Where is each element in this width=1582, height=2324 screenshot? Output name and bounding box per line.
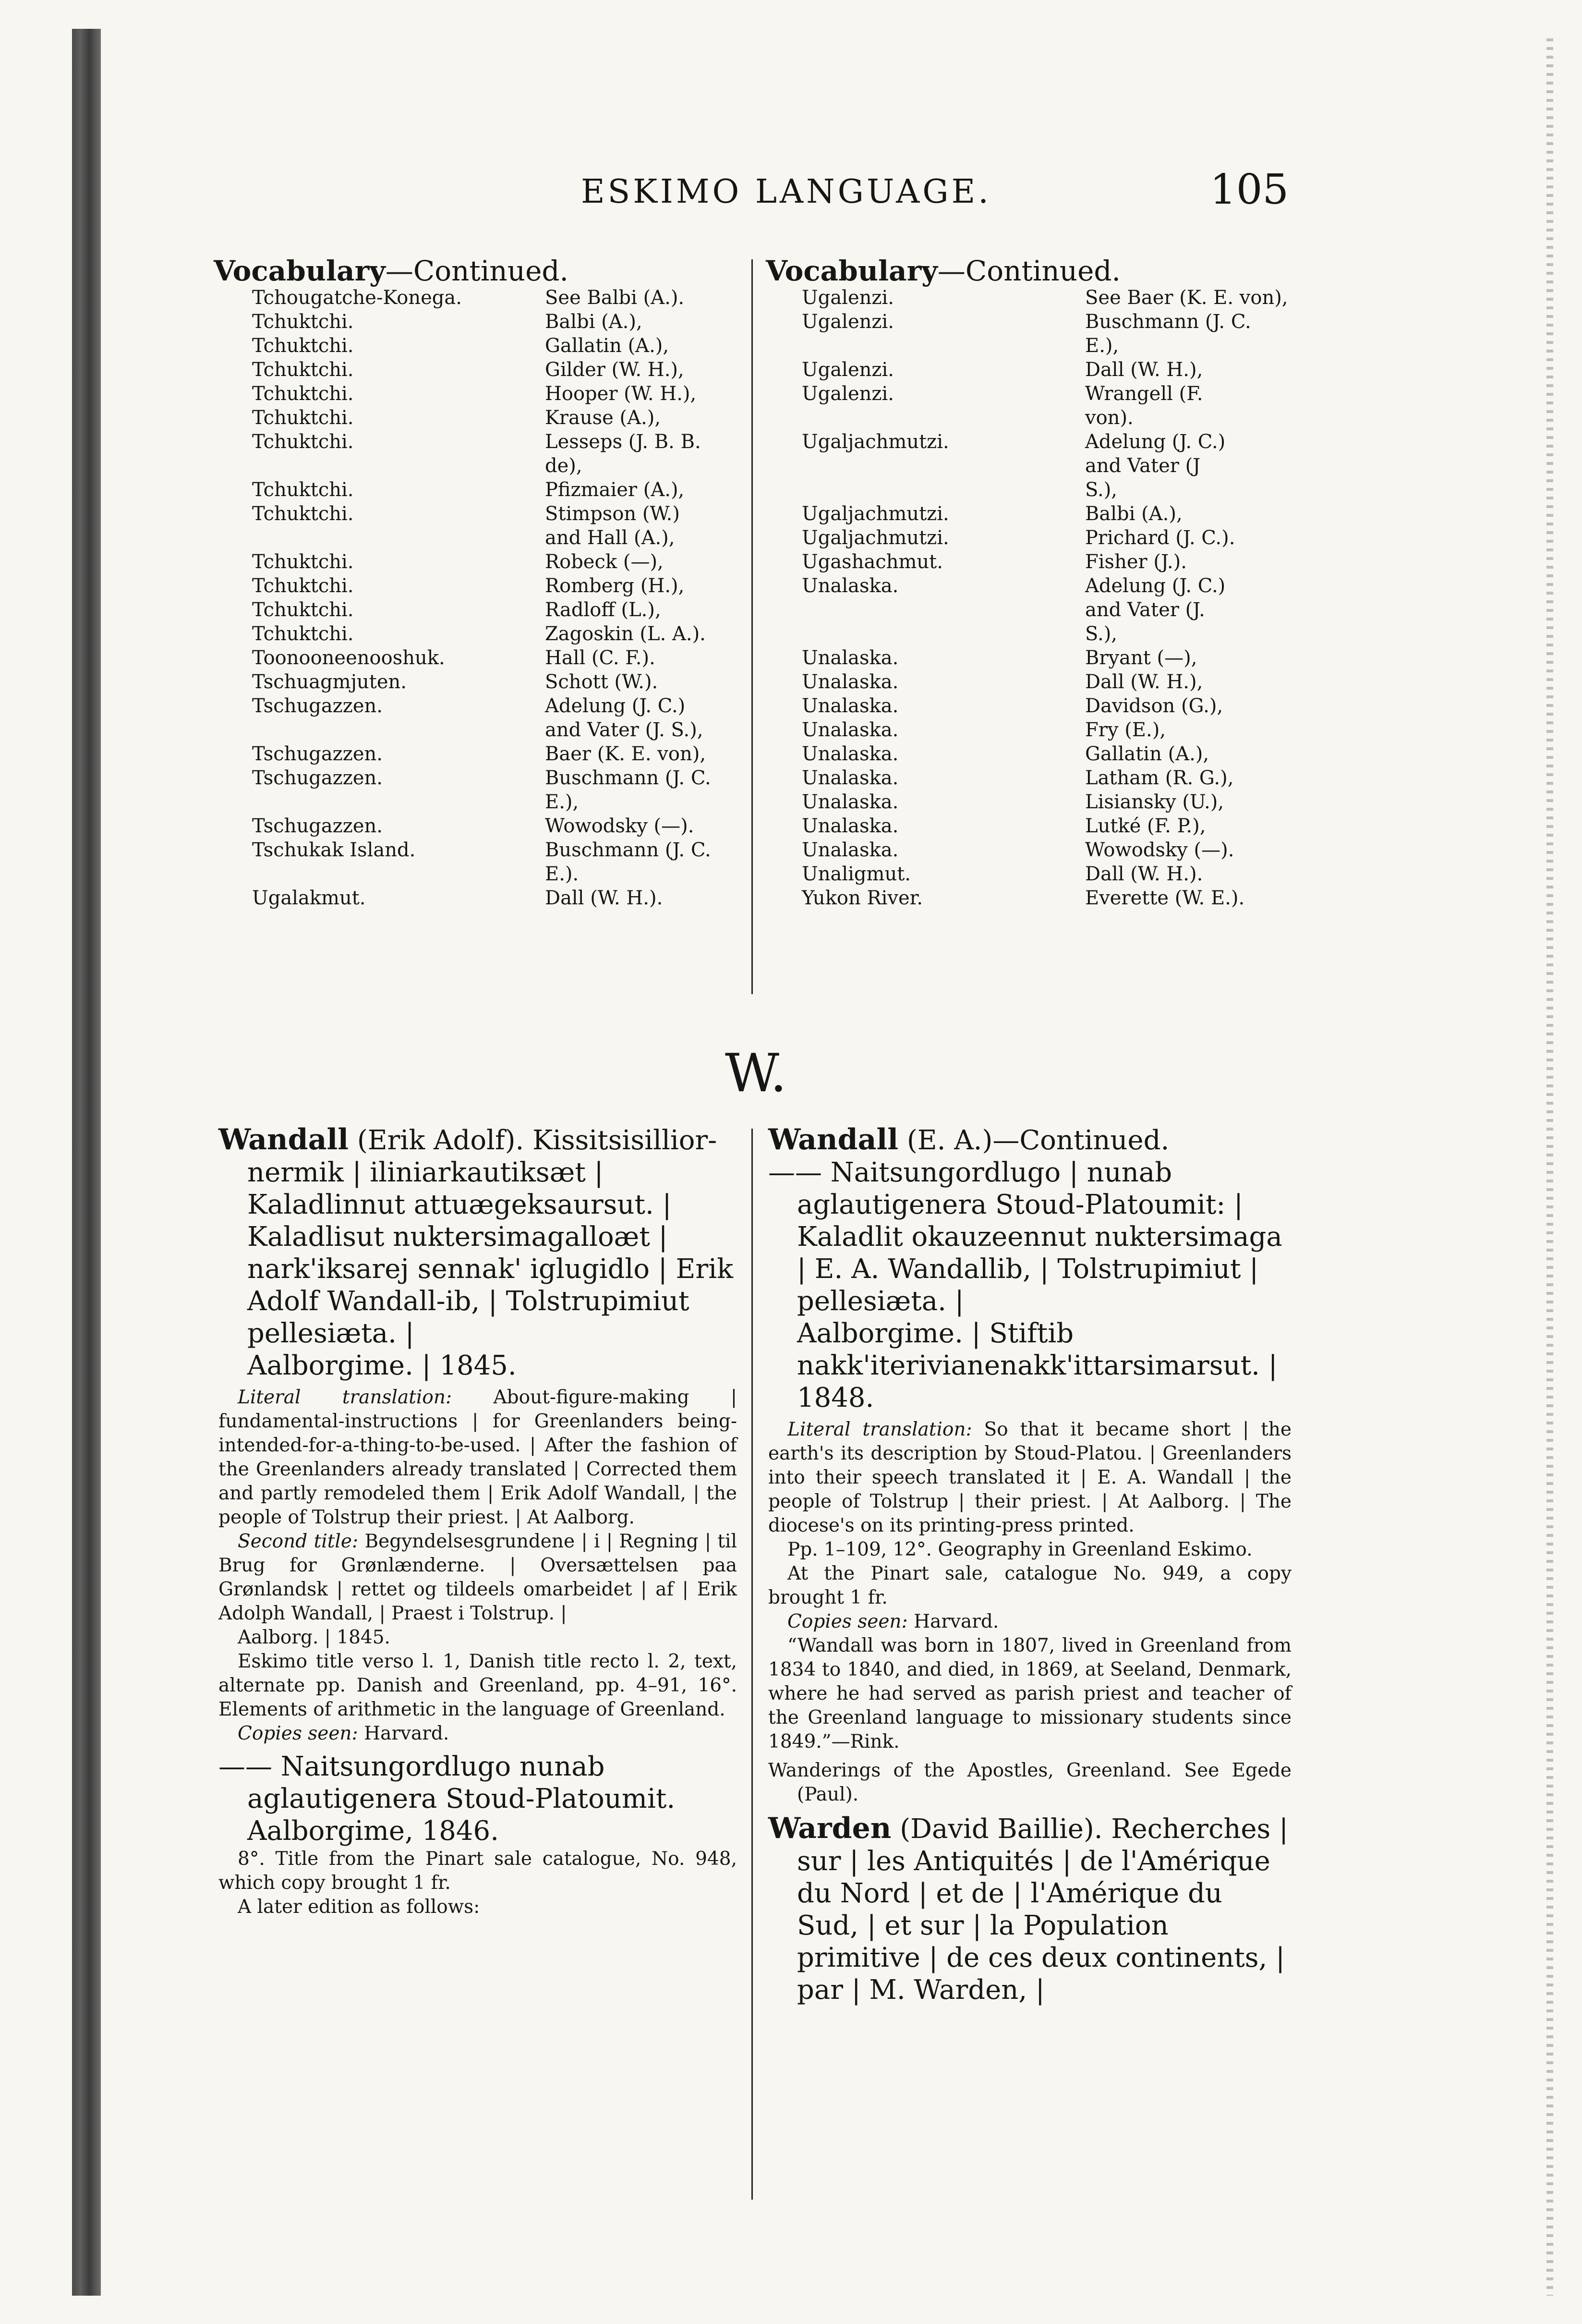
vocab-row: [252, 814, 732, 838]
vocab-source: Wowodsky (—).: [545, 815, 694, 837]
page-number: 105: [1210, 166, 1289, 214]
vocab-row: [252, 838, 732, 886]
vocab-source: Buschmann (J. C. E.),: [1085, 311, 1251, 357]
warden-entry: Warden (David Baillie). Recherches | sur | les Antiquités | de l'Amérique du Nord | et de | l'Amérique du Sud, | et sur | la Population primitive | de ces deux continents, | par | M. Warden, |: [768, 1812, 1288, 2006]
vocab-row: [802, 670, 1306, 694]
vocab-language: Tschukak Island.: [252, 839, 416, 861]
vocab-row: [252, 334, 732, 358]
vocab-row: [802, 694, 1306, 718]
vocab-row: [802, 646, 1306, 670]
vocab-source: Davidson (G.),: [1085, 695, 1223, 717]
page-right-edge: [1546, 38, 1553, 2296]
vocab-language: Tchuktchi.: [252, 599, 354, 621]
vocab-source: Schott (W.).: [545, 671, 658, 693]
left-entries: [218, 1124, 737, 1919]
vocab-row: [802, 574, 1306, 646]
vocab-row: [802, 790, 1306, 814]
pinart-sale-note: At the Pinart sale, catalogue No. 949, a copy brought 1 fr.: [768, 1563, 1292, 1608]
vocab-source: Gilder (W. H.),: [545, 359, 684, 381]
second-title-imprint: Aalborg. | 1845.: [238, 1627, 390, 1648]
vocab-row: [252, 766, 732, 814]
vocab-source: See Balbi (A.).: [545, 287, 685, 309]
later-edition-note: A later edition as follows:: [238, 1896, 480, 1918]
copies-seen-1848: Copies seen: Harvard.: [787, 1611, 999, 1632]
running-title: ESKIMO LANGUAGE.: [581, 173, 991, 211]
vocab-source: Lisiansky (U.),: [1085, 791, 1224, 813]
vocab-language: Ugalenzi.: [802, 383, 894, 405]
vocab-language: Unalaska.: [802, 767, 899, 789]
vocab-right-heading: Vocabulary—Continued.: [766, 255, 1121, 287]
naitsungordlugo-1846-entry: —— Naitsungordlugo nunab aglautigenera Stoud-Platoumit.: [218, 1751, 676, 1814]
vocab-row: [252, 670, 732, 694]
vocab-row: [252, 358, 732, 382]
vocab-language: Tschuagmjuten.: [252, 671, 407, 693]
vocab-language: Tchougatche-Konega.: [252, 287, 462, 309]
vocab-row: [252, 502, 732, 550]
vocab-row: [802, 742, 1306, 766]
vocab-row: [252, 574, 732, 598]
vocab-language: Unalaska.: [802, 743, 899, 765]
vocab-source: Dall (W. H.).: [545, 887, 663, 909]
vocab-language: Tchuktchi.: [252, 503, 354, 525]
naitsungordlugo-1848-imprint: Aalborgime. | Stiftib nakk'iterivianenakk'ittarsimarsut. | 1848.: [797, 1318, 1278, 1413]
vocab-row: [802, 382, 1306, 430]
vocab-language: Unalaska.: [802, 815, 899, 837]
vocab-language: Unalaska.: [802, 671, 899, 693]
section-letter: W.: [725, 1042, 787, 1104]
vocab-language: Tschugazzen.: [252, 815, 383, 837]
vocab-source: Krause (A.),: [545, 407, 661, 429]
right-entries: [768, 1124, 1292, 2006]
vocab-source: Buschmann (J. C. E.),: [545, 767, 711, 813]
vocab-language: Unalaska.: [802, 575, 899, 597]
vocab-source: Dall (W. H.),: [1085, 359, 1203, 381]
wandall-continued-heading: Wandall (E. A.)—Continued.: [768, 1123, 1170, 1156]
vocab-source: Hall (C. F.).: [545, 647, 655, 669]
vocab-source: Everette (W. E.).: [1085, 887, 1245, 909]
vocab-source: Bryant (—),: [1085, 647, 1197, 669]
vocab-row: [252, 310, 732, 334]
vocab-language: Tschugazzen.: [252, 743, 383, 765]
vocab-source: Radloff (L.),: [545, 599, 661, 621]
vocab-language: Ugaljachmutzi.: [802, 503, 949, 525]
naitsungordlugo-1846-imprint: Aalborgime, 1846.: [247, 1815, 499, 1847]
vocab-source: Fry (E.),: [1085, 719, 1166, 741]
vocab-row: [802, 862, 1306, 886]
vocab-source: Balbi (A.),: [545, 311, 642, 333]
vocab-language: Unaligmut.: [802, 863, 911, 885]
description-1846: 8°. Title from the Pinart sale catalogue, No. 948, which copy brought 1 fr.: [218, 1848, 737, 1894]
vocab-source: Gallatin (A.),: [1085, 743, 1209, 765]
vocab-source: Gallatin (A.),: [545, 335, 669, 357]
vocab-row: [802, 358, 1306, 382]
vocab-row: [252, 382, 732, 406]
vocab-source: Adelung (J. C.) and Vater (J. S.),: [545, 695, 703, 741]
vocab-language: Tchuktchi.: [252, 335, 354, 357]
vocab-language: Unalaska.: [802, 791, 899, 813]
vocab-language: Unalaska.: [802, 647, 899, 669]
vocab-language: Ugalakmut.: [252, 887, 366, 909]
vocab-source: Balbi (A.),: [1085, 503, 1183, 525]
vocab-source: Lesseps (J. B. B. de),: [545, 431, 701, 477]
vocab-row: [252, 646, 732, 670]
vocab-language: Tchuktchi.: [252, 311, 354, 333]
vocab-language: Ugalenzi.: [802, 287, 894, 309]
vocab-source: Lutké (F. P.),: [1085, 815, 1206, 837]
naitsungordlugo-1848-entry: —— Naitsungordlugo | nunab aglautigenera Stoud-Platoumit: | Kaladlit okauzeennut nuktersimaga | E. A. Wandallib, | Tolstrupimiut | pellesiæta. |: [768, 1157, 1282, 1317]
vocab-row: [252, 886, 732, 910]
description-1845: Eskimo title verso l. 1, Danish title recto l. 2, text, alternate pp. Danish and Greenland, pp. 4–91, 16°. Elements of arithmetic in the language of Greenland.: [218, 1651, 737, 1720]
vocab-row: [252, 478, 732, 502]
vocab-row: [802, 838, 1306, 862]
biographical-quote: “Wandall was born in 1807, lived in Greenland from 1834 to 1840, and died, in 1869, at Seeland, Denmark, where he had served as parish priest and teacher of the Greenland language to missionary students since 1849.”—Rink.: [768, 1635, 1292, 1752]
vocab-row: [802, 814, 1306, 838]
vocab-source: Zagoskin (L. A.).: [545, 623, 706, 645]
vocab-language: Tchuktchi.: [252, 359, 354, 381]
vocab-language: Ugashachmut.: [802, 551, 943, 573]
vocab-source: Fisher (J.).: [1085, 551, 1187, 573]
column-rule-bottom: [751, 1129, 753, 2200]
vocab-language: Ugaljachmutzi.: [802, 431, 949, 453]
vocab-row: [802, 718, 1306, 742]
literal-translation-1845: Literal translation: About-figure-making | fundamental-instructions | for Greenlanders being-intended-for-a-thing-to-be-used. | After the fashion of the Greenlanders already translated | Corrected them and partly remodeled them | Erik Adolf Wandall, | the people of Tolstrup their priest. | At Aalborg.: [218, 1387, 737, 1528]
vocab-language: Tchuktchi.: [252, 479, 354, 501]
vocab-source: Adelung (J. C.) and Vater (J S.),: [1085, 431, 1226, 501]
vocab-source: Buschmann (J. C. E.).: [545, 839, 711, 885]
vocab-language: Tchuktchi.: [252, 407, 354, 429]
vocab-language: Tchuktchi.: [252, 575, 354, 597]
vocab-language: Tschugazzen.: [252, 767, 383, 789]
vocab-source: Dall (W. H.).: [1085, 863, 1203, 885]
vocab-row: [252, 742, 732, 766]
vocab-row: [252, 694, 732, 742]
vocab-row: [252, 550, 732, 574]
vocab-row: [252, 622, 732, 646]
vocab-row: [252, 286, 732, 310]
vocab-language: Ugalenzi.: [802, 359, 894, 381]
vocab-source: Romberg (H.),: [545, 575, 685, 597]
vocab-source: Pfizmaier (A.),: [545, 479, 685, 501]
vocab-language: Tchuktchi.: [252, 383, 354, 405]
book-binding-edge: [72, 29, 101, 2296]
vocab-language: Tchuktchi.: [252, 431, 354, 453]
vocab-language: Tchuktchi.: [252, 551, 354, 573]
second-title: Second title: Begyndelsesgrundene | i | Regning | til Brug for Grønlænderne. | Oversættelsen paa Grønlandsk | rettet og tildeels omarbeidet | af | Erik Adolph Wandall, | Praest i Tolstrup. |: [218, 1531, 737, 1624]
vocab-row: [802, 526, 1306, 550]
vocab-row: [252, 406, 732, 430]
vocab-row: [252, 598, 732, 622]
vocab-source: Wrangell (F. von).: [1085, 383, 1203, 429]
vocab-right-list: [802, 286, 1306, 910]
description-1848: Pp. 1–109, 12°. Geography in Greenland Eskimo.: [787, 1539, 1253, 1560]
vocab-language: Tchuktchi.: [252, 623, 354, 645]
vocab-source: Wowodsky (—).: [1085, 839, 1234, 861]
vocab-language: Unalaska.: [802, 719, 899, 741]
vocab-language: Unalaska.: [802, 695, 899, 717]
vocab-source: Dall (W. H.),: [1085, 671, 1203, 693]
wanderings-cross-reference: Wanderings of the Apostles, Greenland. See Egede (Paul).: [768, 1760, 1292, 1805]
column-rule-top: [751, 259, 753, 994]
vocab-source: Baer (K. E. von),: [545, 743, 706, 765]
copies-seen-1845: Copies seen: Harvard.: [238, 1723, 449, 1744]
vocab-source: Robeck (—),: [545, 551, 664, 573]
vocab-row: [802, 286, 1306, 310]
wandall-1845-entry: Wandall (Erik Adolf). Kissitsisilliornermik | iliniarkautiksæt | Kaladlinnut attuægeksaursut. | Kaladlisut nuktersimagalloæt | nark'iksarej sennak' iglugidlo | Erik Adolf Wandall-ib, | Tolstrupimiut pellesiæta. |: [218, 1123, 734, 1349]
vocab-source: Hooper (W. H.),: [545, 383, 697, 405]
vocab-left-list: [252, 286, 732, 910]
vocab-source: Latham (R. G.),: [1085, 767, 1234, 789]
vocab-row: [802, 766, 1306, 790]
wandall-1845-imprint: Aalborgime. | 1845.: [247, 1350, 517, 1381]
vocab-left-heading: Vocabulary—Continued.: [214, 255, 568, 287]
vocab-language: Toonooneenooshuk.: [252, 647, 445, 669]
vocab-row: [802, 886, 1306, 910]
vocab-row: [802, 430, 1306, 502]
vocab-source: Prichard (J. C.).: [1085, 527, 1235, 549]
vocab-language: Tschugazzen.: [252, 695, 383, 717]
vocab-source: Stimpson (W.) and Hall (A.),: [545, 503, 680, 549]
vocab-row: [252, 430, 732, 478]
vocab-source: Adelung (J. C.) and Vater (J. S.),: [1085, 575, 1226, 645]
vocab-row: [802, 550, 1306, 574]
vocab-language: Unalaska.: [802, 839, 899, 861]
vocab-source: See Baer (K. E. von),: [1085, 287, 1288, 309]
vocab-language: Yukon River.: [802, 887, 923, 909]
vocab-language: Ugalenzi.: [802, 311, 894, 333]
vocab-row: [802, 502, 1306, 526]
literal-translation-1848: Literal translation: So that it became short | the earth's its description by Stoud-Platou. | Greenlanders into their speech translated it | E. A. Wandall | the people of Tolstrup | their priest. | At Aalborg. | The diocese's on its printing-press printed.: [768, 1419, 1292, 1536]
vocab-language: Ugaljachmutzi.: [802, 527, 949, 549]
vocab-row: [802, 310, 1306, 358]
